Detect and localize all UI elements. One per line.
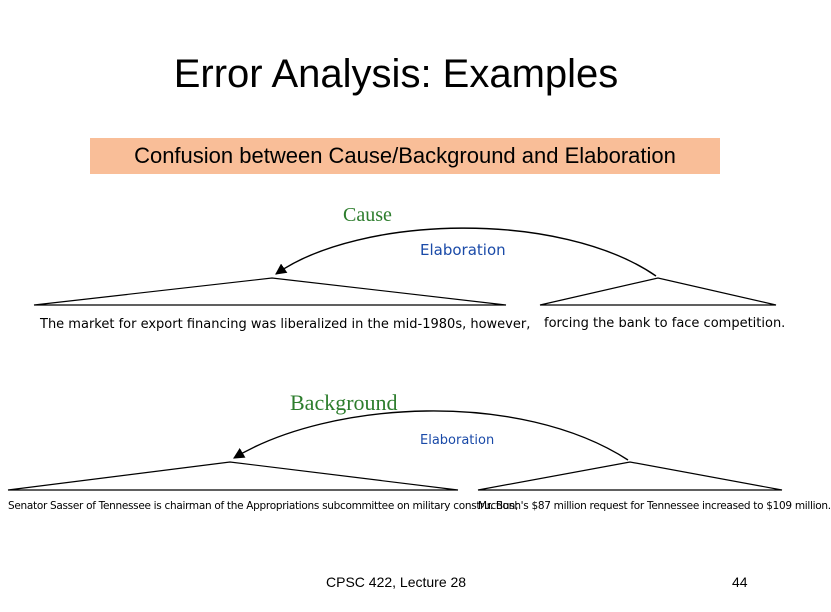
tree2-right-span <box>478 462 782 490</box>
predicted-relation-elaboration-2: Elaboration <box>420 433 495 448</box>
edu-1-left: The market for export financing was liberalized in the mid-1980s, however, <box>40 317 531 332</box>
tree2-left-span <box>8 462 458 490</box>
topic-banner-text: Confusion between Cause/Background and Elaboration <box>134 143 676 168</box>
tree1-left-span <box>34 278 506 305</box>
gold-relation-background: Background <box>290 390 398 415</box>
predicted-relation-elaboration-1: Elaboration <box>420 241 506 259</box>
edu-1-right: forcing the bank to face competition. <box>544 316 786 331</box>
tree-example-1 <box>34 228 776 305</box>
slide-title: Error Analysis: Examples <box>173 52 619 96</box>
footer-course: CPSC 422, Lecture 28 <box>326 574 467 590</box>
tree-example-2 <box>8 411 782 490</box>
edu-2-right: Mr. Bush's $87 million request for Tennessee increased to $109 million. <box>478 500 831 512</box>
gold-relation-cause: Cause <box>343 204 392 226</box>
page-number: 44 <box>732 574 748 590</box>
edu-2-left: Senator Sasser of Tennessee is chairman of the Appropriations subcommittee on military construction; <box>8 500 519 512</box>
tree1-right-span <box>540 278 776 305</box>
